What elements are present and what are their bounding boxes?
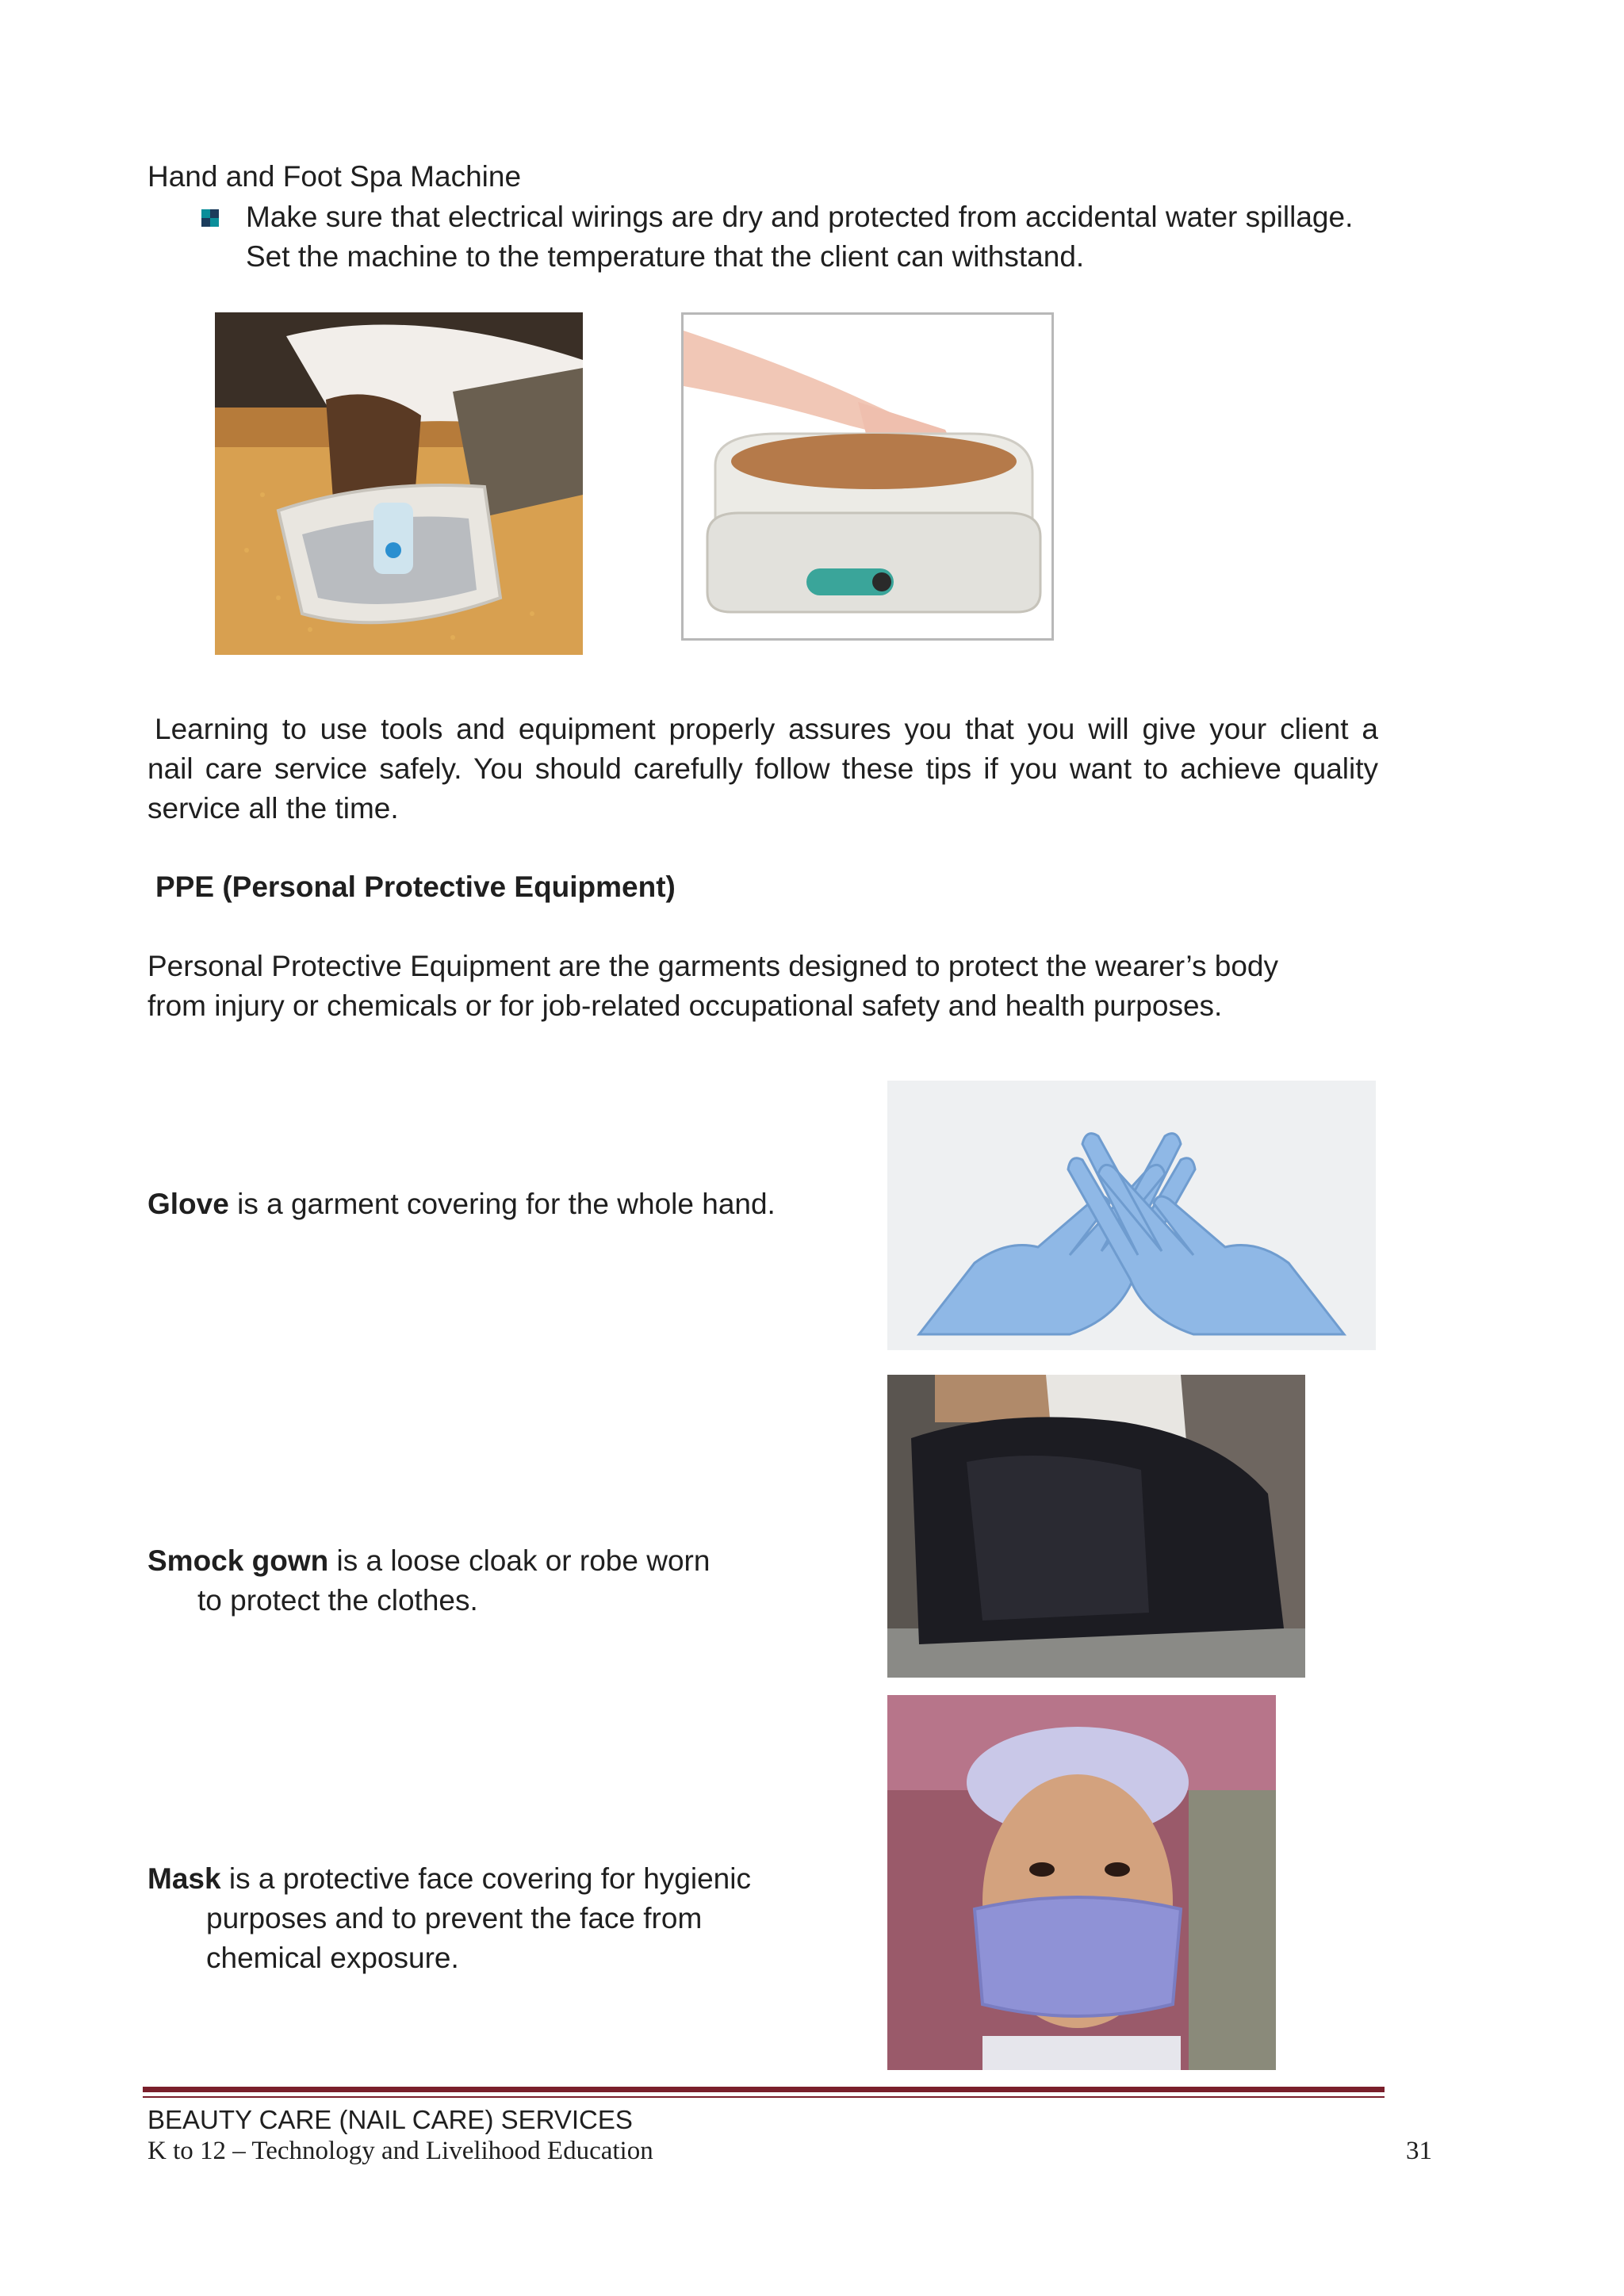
glove-term: Glove: [147, 1188, 229, 1220]
spa-bullet-line1: Make sure that electrical wirings are dry and protected from accidental water spillage.: [246, 201, 1354, 233]
smock-description-line1: [147, 1541, 710, 1581]
glove-description: [147, 1184, 776, 1224]
glove-text: is a garment covering for the whole hand.: [228, 1188, 776, 1220]
smock-term: Smock gown: [147, 1544, 329, 1577]
smock-description-line2: to protect the clothes.: [197, 1584, 478, 1617]
ppe-heading: PPE (Personal Protective Equipment): [155, 871, 676, 903]
intro-paragraph-line2: nail care service safely. You should carefully follow these tips if you want to achieve quality: [147, 752, 1378, 785]
mask-text: is a protective face covering for hygienic: [220, 1862, 751, 1895]
section-heading: Hand and Foot Spa Machine: [147, 160, 522, 193]
spa-bullet-line2: Set the machine to the temperature that the client can withstand.: [246, 240, 1085, 273]
page-number: 31: [1406, 2137, 1432, 2165]
mask-photo: [887, 1695, 1276, 2070]
foot-spa-photo: [215, 312, 583, 655]
square-bullet-icon: [201, 209, 219, 227]
mask-description-line3: chemical exposure.: [206, 1942, 459, 1974]
gloves-photo: [887, 1081, 1376, 1350]
footer-rule-thick: [143, 2087, 1385, 2092]
footer-title: BEAUTY CARE (NAIL CARE) SERVICES: [147, 2105, 633, 2134]
mask-term: Mask: [147, 1862, 221, 1895]
footer-subtitle: K to 12 – Technology and Livelihood Education: [147, 2137, 653, 2165]
footer-rule-thin: [143, 2096, 1385, 2098]
ppe-definition-line2: from injury or chemicals or for job-related occupational safety and health purposes.: [147, 989, 1223, 1022]
intro-paragraph-line1: Learning to use tools and equipment properly assures you that you will give your client a: [155, 713, 1378, 745]
paraffin-machine-photo: [681, 312, 1054, 641]
smock-text: is a loose cloak or robe worn: [328, 1544, 710, 1577]
intro-paragraph-line3: service all the time.: [147, 792, 399, 825]
smock-gown-photo: [887, 1375, 1305, 1678]
ppe-definition-line1: Personal Protective Equipment are the garments designed to protect the wearer’s body: [147, 950, 1278, 982]
mask-description-line2: purposes and to prevent the face from: [206, 1902, 703, 1934]
mask-description-line1: [147, 1859, 751, 1899]
